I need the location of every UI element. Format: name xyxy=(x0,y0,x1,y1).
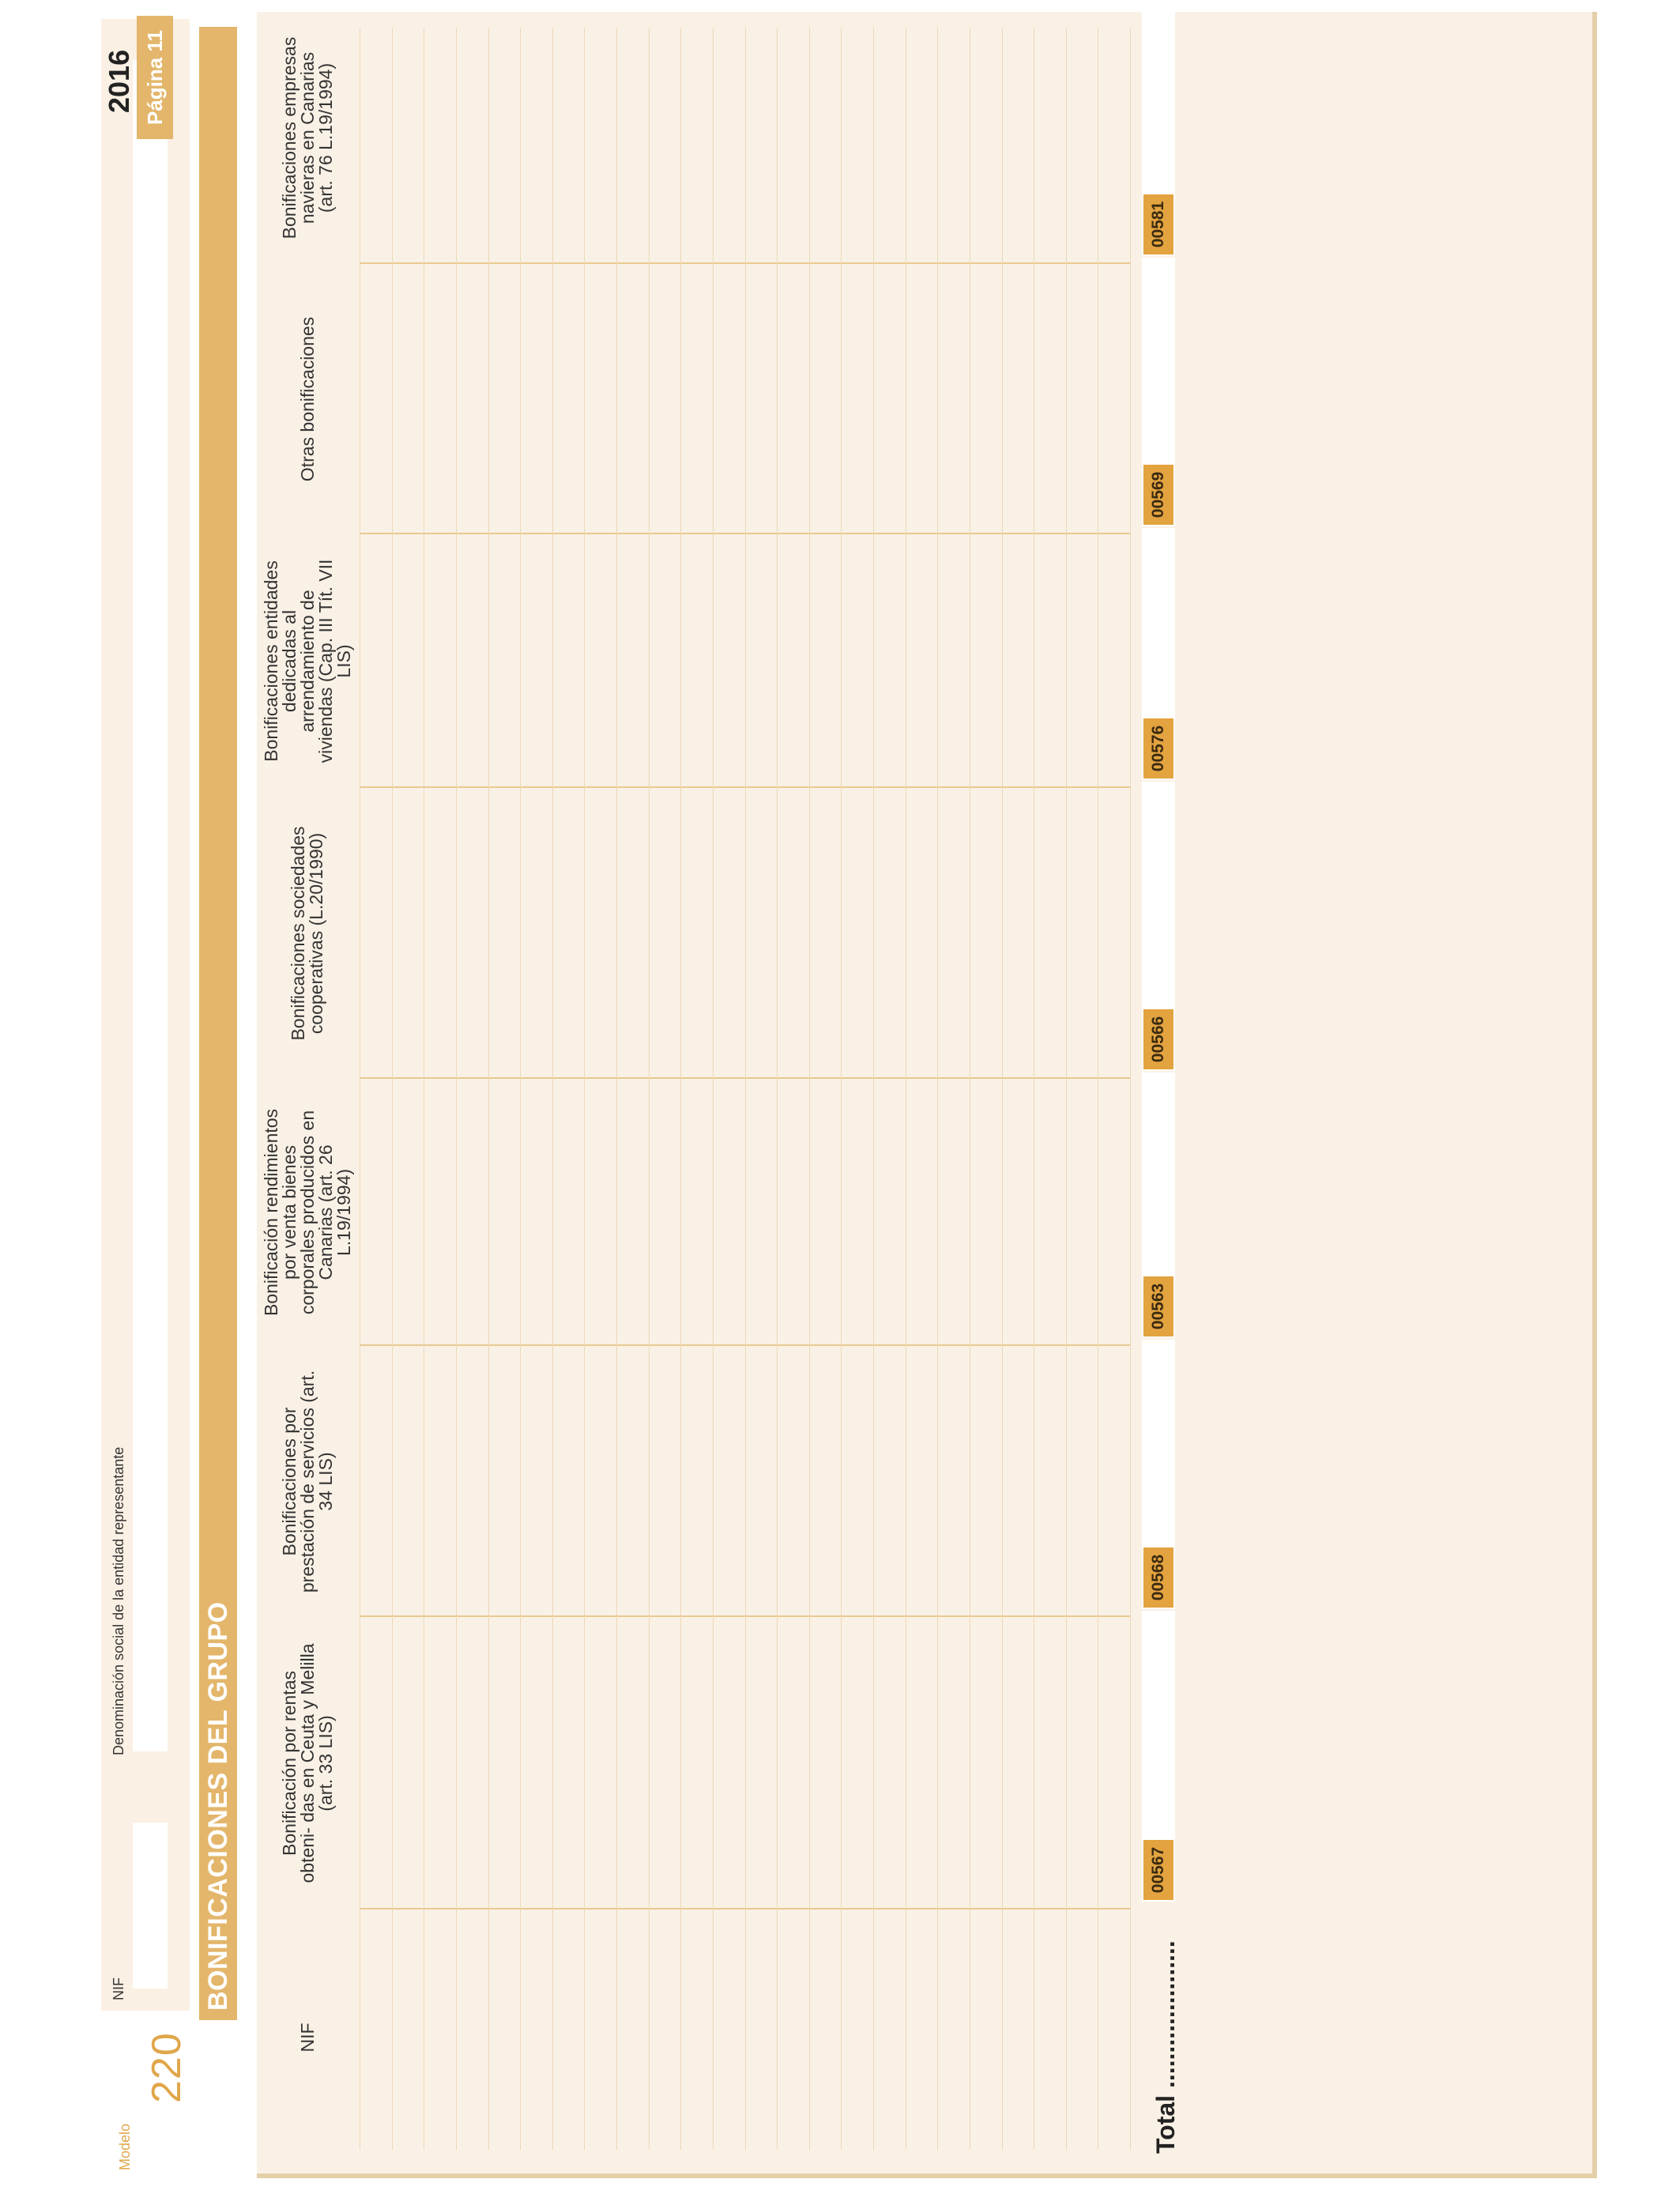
column-header: Bonificaciones por prestación de servicios (art. 34 LIS) xyxy=(278,1370,336,1593)
denominacion-field[interactable] xyxy=(133,60,168,1751)
total-label: Total ..................... xyxy=(1151,1940,1180,2154)
box-code: 00569 xyxy=(1143,465,1173,525)
row-line xyxy=(1002,28,1003,2150)
row-line xyxy=(777,28,778,2150)
column-header: Bonificación rendimientos por venta bienes corporales producidos en Canarias (art. 26 L.19/1994) xyxy=(260,1108,354,1317)
nif-label: NIF xyxy=(111,1977,126,2000)
box-code: 00576 xyxy=(1143,718,1173,778)
row-line xyxy=(745,28,746,2150)
box-code: 00568 xyxy=(1143,1547,1173,1608)
modelo-label: Modelo xyxy=(117,2123,133,2170)
column-header: Bonificaciones empresas navieras en Canarias (art. 76 L.19/1994) xyxy=(278,36,336,239)
row-line xyxy=(713,28,714,2150)
row-line xyxy=(809,28,810,2150)
row-line xyxy=(456,28,457,2150)
section-title: BONIFICACIONES DEL GRUPO xyxy=(199,27,237,2020)
row-line xyxy=(552,28,553,2150)
page-badge: Página 11 xyxy=(137,16,173,139)
bonificaciones-table xyxy=(257,12,1592,2173)
nif-field[interactable] xyxy=(133,1823,168,1989)
row-line xyxy=(1066,28,1067,2150)
row-line xyxy=(520,28,521,2150)
column-header: Bonificación por rentas obteni- das en Ceuta y Melilla (art. 33 LIS) xyxy=(278,1643,336,1883)
row-line xyxy=(680,28,681,2150)
row-line xyxy=(392,28,393,2150)
row-line xyxy=(584,28,585,2150)
row-line xyxy=(649,28,650,2150)
row-line xyxy=(616,28,617,2150)
column-header: Bonificaciones entidades dedicadas al arrendamiento de viviendas (Cap. III Tít. VII LIS) xyxy=(260,559,354,763)
column-header: NIF xyxy=(296,2022,318,2053)
column-header: Bonificaciones sociedades cooperativas (L.20/1990) xyxy=(288,826,326,1041)
row-line xyxy=(841,28,842,2150)
box-code: 00567 xyxy=(1143,1840,1173,1900)
box-code: 00566 xyxy=(1143,1009,1173,1069)
table-panel xyxy=(257,12,1597,2178)
row-line xyxy=(873,28,874,2150)
column-header: Otras bonificaciones xyxy=(296,316,318,482)
box-code: 00563 xyxy=(1143,1276,1173,1336)
row-line xyxy=(488,28,489,2150)
modelo-number: 220 xyxy=(144,2032,190,2103)
row-line xyxy=(937,28,938,2150)
denominacion-label: Denominación social de la entidad representante xyxy=(111,1446,126,1755)
year: 2016 xyxy=(103,49,135,113)
box-code: 00581 xyxy=(1143,194,1173,254)
row-line xyxy=(1130,28,1131,2150)
